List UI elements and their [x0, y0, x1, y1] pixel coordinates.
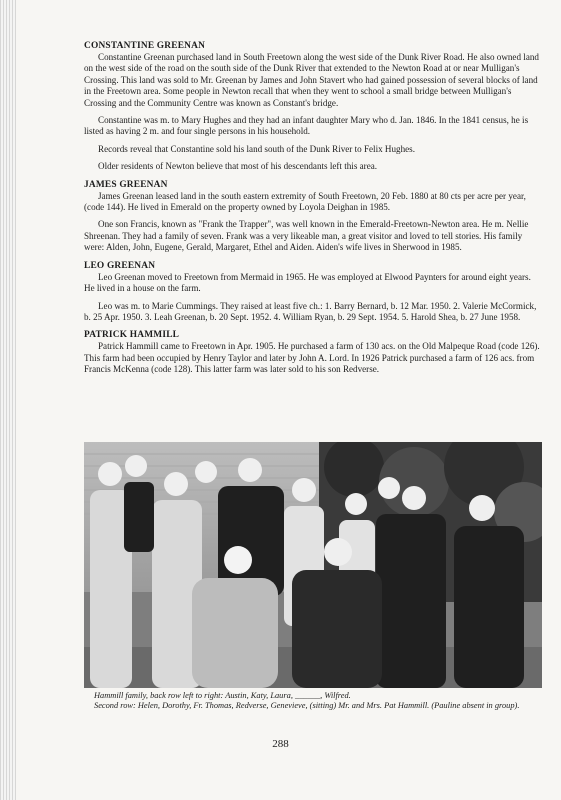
page-text-column [84, 40, 542, 382]
page-binding-edge [0, 0, 16, 800]
section-constantine-greenan [84, 40, 542, 173]
paragraph: Patrick Hammill came to Freetown in Apr. 1905. He purchased a farm of 130 acs. on the Old Malpeque Road (code 126). This farm had been occupied by Henry Taylor and later by John A. Lord. In 1926 Patrick purchased a farm of 126 acs. from Francis McKenna (code 128). This latter farm was later sold to his son Redverse. [84, 341, 540, 375]
caption-line-2: Second row: Helen, Dorothy, Fr. Thomas, Redverse, Genevieve, (sitting) Mr. and Mrs. Pat Hammill. (Pauline absent in group). [94, 701, 520, 711]
photo-caption [94, 691, 534, 712]
section-heading: JAMES GREENAN [84, 179, 168, 190]
paragraph: Constantine was m. to Mary Hughes and they had an infant daughter Mary who d. Jan. 1846. In the 1841 census, he is listed as having 2 m. and four single persons in his household. [84, 115, 529, 137]
family-photograph [84, 442, 542, 688]
section-leo-greenan [84, 260, 542, 324]
paragraph: James Greenan leased land in the south eastern extremity of South Freetown, 20 Feb. 1880 at 80 cts per acre per year, (code 144). He lived in Emerald on the property owned by Loyola Deighan in 1985. [84, 190, 526, 213]
page-number: 288 [272, 738, 289, 750]
section-james-greenan [84, 179, 542, 254]
section-heading: LEO GREENAN [84, 260, 156, 271]
paragraph: One son Francis, known as "Frank the Trapper", was well known in the Emerald-Freetown-Newton area. He m. Nellie Shreenan. They had a family of seven. Frank was a very likeable man, a great visitor and loved to tell stories. His family were: Alden, John, Eugene, Gerald, Margaret, Ethel and Aiden. Aiden's wife lives in Sherwood in 1985. [84, 219, 529, 253]
paragraph: Records reveal that Constantine sold his land south of the Dunk River to Felix Hughes. [98, 143, 415, 154]
photo-illustration [84, 442, 542, 688]
section-heading: CONSTANTINE GREENAN [84, 41, 206, 51]
paragraph: Older residents of Newton believe that most of his descendants left this area. [98, 161, 378, 172]
caption-line-1: Hammill family, back row left to right: Austin, Katy, Laura, ______, Wilfred. [94, 691, 351, 700]
paragraph: Leo was m. to Marie Cummings. They raised at least five ch.: 1. Barry Bernard, b. 12 Mar. 1950. 2. Valerie McCormick, b. 25 Apr. 1950. 3. Leah Greenan, b. 20 Sept. 1952. 4. William Ryan, b. 29 Sept. 1954. 5. Harold Shea, b. 27 June 1958. [84, 300, 537, 322]
section-patrick-hammill [84, 329, 542, 375]
section-heading: PATRICK HAMMILL [84, 330, 180, 341]
paragraph: Constantine Greenan purchased land in South Freetown along the west side of the Dunk River Road. He also owned land on the west side of the road on the south side of the Dunk River that extended to the Newton Road at or near Mulligan's Crossing. This land was sold to Mr. Greenan by James and John Stavert who had gained possession of several blocks of land in the Freetown area. Some people in Newton recall that when they went to school a small bridge between Mulligan's Crossing and the Community Centre was known as Constant's bridge. [84, 52, 539, 108]
paragraph: Leo Greenan moved to Freetown from Mermaid in 1965. He was employed at Elwood Paynters for around eight years. He lived in a house on the farm. [84, 271, 531, 294]
